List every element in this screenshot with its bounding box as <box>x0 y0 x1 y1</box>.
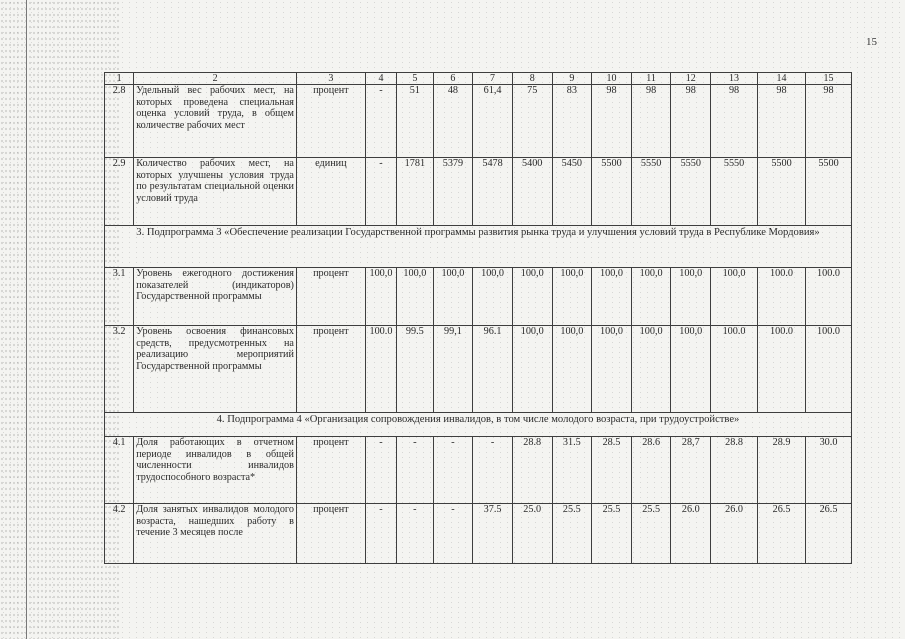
value-cell: 5500 <box>758 158 806 226</box>
column-header: 12 <box>671 73 711 85</box>
section-row <box>105 413 852 437</box>
value-cell: 99,1 <box>433 326 473 413</box>
column-header: 15 <box>806 73 852 85</box>
value-cell: 100,0 <box>552 326 592 413</box>
indicator-name: Удельный вес рабочих мест, на которых проведена специальная оценка условий труда, в общем количестве рабочих мест <box>134 85 297 158</box>
value-cell: 51 <box>397 85 434 158</box>
value-cell: 26.0 <box>671 504 711 564</box>
column-header: 1 <box>105 73 134 85</box>
unit-cell: процент <box>296 504 365 564</box>
unit-cell: процент <box>296 268 365 326</box>
value-cell: 100.0 <box>711 326 758 413</box>
row-number: 4.2 <box>105 504 134 564</box>
value-cell: 100.0 <box>806 326 852 413</box>
row-number: 3.2 <box>105 326 134 413</box>
value-cell: 26.0 <box>711 504 758 564</box>
value-cell: - <box>365 85 396 158</box>
value-cell: 5500 <box>592 158 632 226</box>
value-cell: 48 <box>433 85 473 158</box>
indicator-name: Уровень ежегодного достижения показателей (индикаторов) Государственной программы <box>134 268 297 326</box>
value-cell: 100.0 <box>806 268 852 326</box>
value-cell: 28.5 <box>592 437 632 504</box>
column-header: 8 <box>512 73 552 85</box>
table-row <box>105 326 852 413</box>
value-cell: 31.5 <box>552 437 592 504</box>
value-cell: 5550 <box>671 158 711 226</box>
value-cell: 100,0 <box>711 268 758 326</box>
value-cell: 100,0 <box>671 326 711 413</box>
indicator-name: Доля работающих в отчетном периоде инвалидов в общей численности инвалидов трудоспособного возраста* <box>134 437 297 504</box>
value-cell: 25.5 <box>552 504 592 564</box>
value-cell: 100,0 <box>631 326 671 413</box>
page-edge-line <box>26 0 27 639</box>
column-header: 14 <box>758 73 806 85</box>
row-number: 3.1 <box>105 268 134 326</box>
value-cell: 100.0 <box>758 326 806 413</box>
value-cell: - <box>397 504 434 564</box>
value-cell: 61,4 <box>473 85 513 158</box>
row-number: 2.9 <box>105 158 134 226</box>
value-cell: 28.8 <box>512 437 552 504</box>
value-cell: - <box>397 437 434 504</box>
value-cell: 96.1 <box>473 326 513 413</box>
value-cell: 100,0 <box>397 268 434 326</box>
value-cell: 98 <box>671 85 711 158</box>
unit-cell: процент <box>296 437 365 504</box>
value-cell: 99.5 <box>397 326 434 413</box>
column-header: 7 <box>473 73 513 85</box>
column-header: 5 <box>397 73 434 85</box>
value-cell: 83 <box>552 85 592 158</box>
indicator-name: Доля занятых инвалидов молодого возраста, нашедших работу в течение 3 месяцев после <box>134 504 297 564</box>
indicators-table <box>104 72 852 564</box>
column-header: 11 <box>631 73 671 85</box>
column-header: 2 <box>134 73 297 85</box>
value-cell: 5400 <box>512 158 552 226</box>
value-cell: 28,7 <box>671 437 711 504</box>
value-cell: 100,0 <box>631 268 671 326</box>
value-cell: 26.5 <box>806 504 852 564</box>
value-cell: 5379 <box>433 158 473 226</box>
value-cell: 100,0 <box>671 268 711 326</box>
value-cell: 98 <box>592 85 632 158</box>
value-cell: 25.5 <box>631 504 671 564</box>
value-cell: - <box>473 437 513 504</box>
value-cell: 100.0 <box>758 268 806 326</box>
value-cell: 100,0 <box>433 268 473 326</box>
section-row <box>105 226 852 268</box>
column-header: 10 <box>592 73 632 85</box>
unit-cell: единиц <box>296 158 365 226</box>
value-cell: 100,0 <box>512 326 552 413</box>
value-cell: 100,0 <box>365 268 396 326</box>
value-cell: 98 <box>711 85 758 158</box>
indicator-name: Уровень освоения финансовых средств, предусмотренных на реализацию мероприятий Государственной программы <box>134 326 297 413</box>
value-cell: 5500 <box>806 158 852 226</box>
value-cell: 75 <box>512 85 552 158</box>
value-cell: 30.0 <box>806 437 852 504</box>
table-row <box>105 437 852 504</box>
value-cell: 1781 <box>397 158 434 226</box>
value-cell: 5550 <box>711 158 758 226</box>
value-cell: - <box>433 437 473 504</box>
value-cell: 25.0 <box>512 504 552 564</box>
value-cell: 100,0 <box>592 268 632 326</box>
table-header-row <box>105 73 852 85</box>
unit-cell: процент <box>296 326 365 413</box>
value-cell: 98 <box>758 85 806 158</box>
indicator-name: Количество рабочих мест, на которых улучшены условия труда по результатам специальной оценки условий труда <box>134 158 297 226</box>
value-cell: - <box>365 158 396 226</box>
value-cell: - <box>433 504 473 564</box>
value-cell: 25.5 <box>592 504 632 564</box>
column-header: 3 <box>296 73 365 85</box>
unit-cell: процент <box>296 85 365 158</box>
value-cell: 28.6 <box>631 437 671 504</box>
value-cell: 26.5 <box>758 504 806 564</box>
section-title: 3. Подпрограмма 3 «Обеспечение реализации Государственной программы развития рынка труда и улучшения условий труда в Республике Мордовия» <box>105 226 852 268</box>
scan-noise-left <box>0 0 120 639</box>
value-cell: 98 <box>806 85 852 158</box>
table-row <box>105 158 852 226</box>
value-cell: 5478 <box>473 158 513 226</box>
column-header: 6 <box>433 73 473 85</box>
row-number: 4.1 <box>105 437 134 504</box>
value-cell: 5550 <box>631 158 671 226</box>
table-row <box>105 504 852 564</box>
value-cell: 100,0 <box>473 268 513 326</box>
column-header: 13 <box>711 73 758 85</box>
table-row <box>105 268 852 326</box>
value-cell: 100,0 <box>592 326 632 413</box>
value-cell: 5450 <box>552 158 592 226</box>
row-number: 2.8 <box>105 85 134 158</box>
value-cell: 100,0 <box>512 268 552 326</box>
column-header: 4 <box>365 73 396 85</box>
page-number: 15 <box>866 36 877 48</box>
column-header: 9 <box>552 73 592 85</box>
value-cell: 37.5 <box>473 504 513 564</box>
value-cell: 28.8 <box>711 437 758 504</box>
section-title: 4. Подпрограмма 4 «Организация сопровождения инвалидов, в том числе молодого возраста, при трудоустройстве» <box>105 413 852 437</box>
table-row <box>105 85 852 158</box>
value-cell: - <box>365 504 396 564</box>
value-cell: 100,0 <box>552 268 592 326</box>
value-cell: - <box>365 437 396 504</box>
value-cell: 100.0 <box>365 326 396 413</box>
value-cell: 98 <box>631 85 671 158</box>
value-cell: 28.9 <box>758 437 806 504</box>
